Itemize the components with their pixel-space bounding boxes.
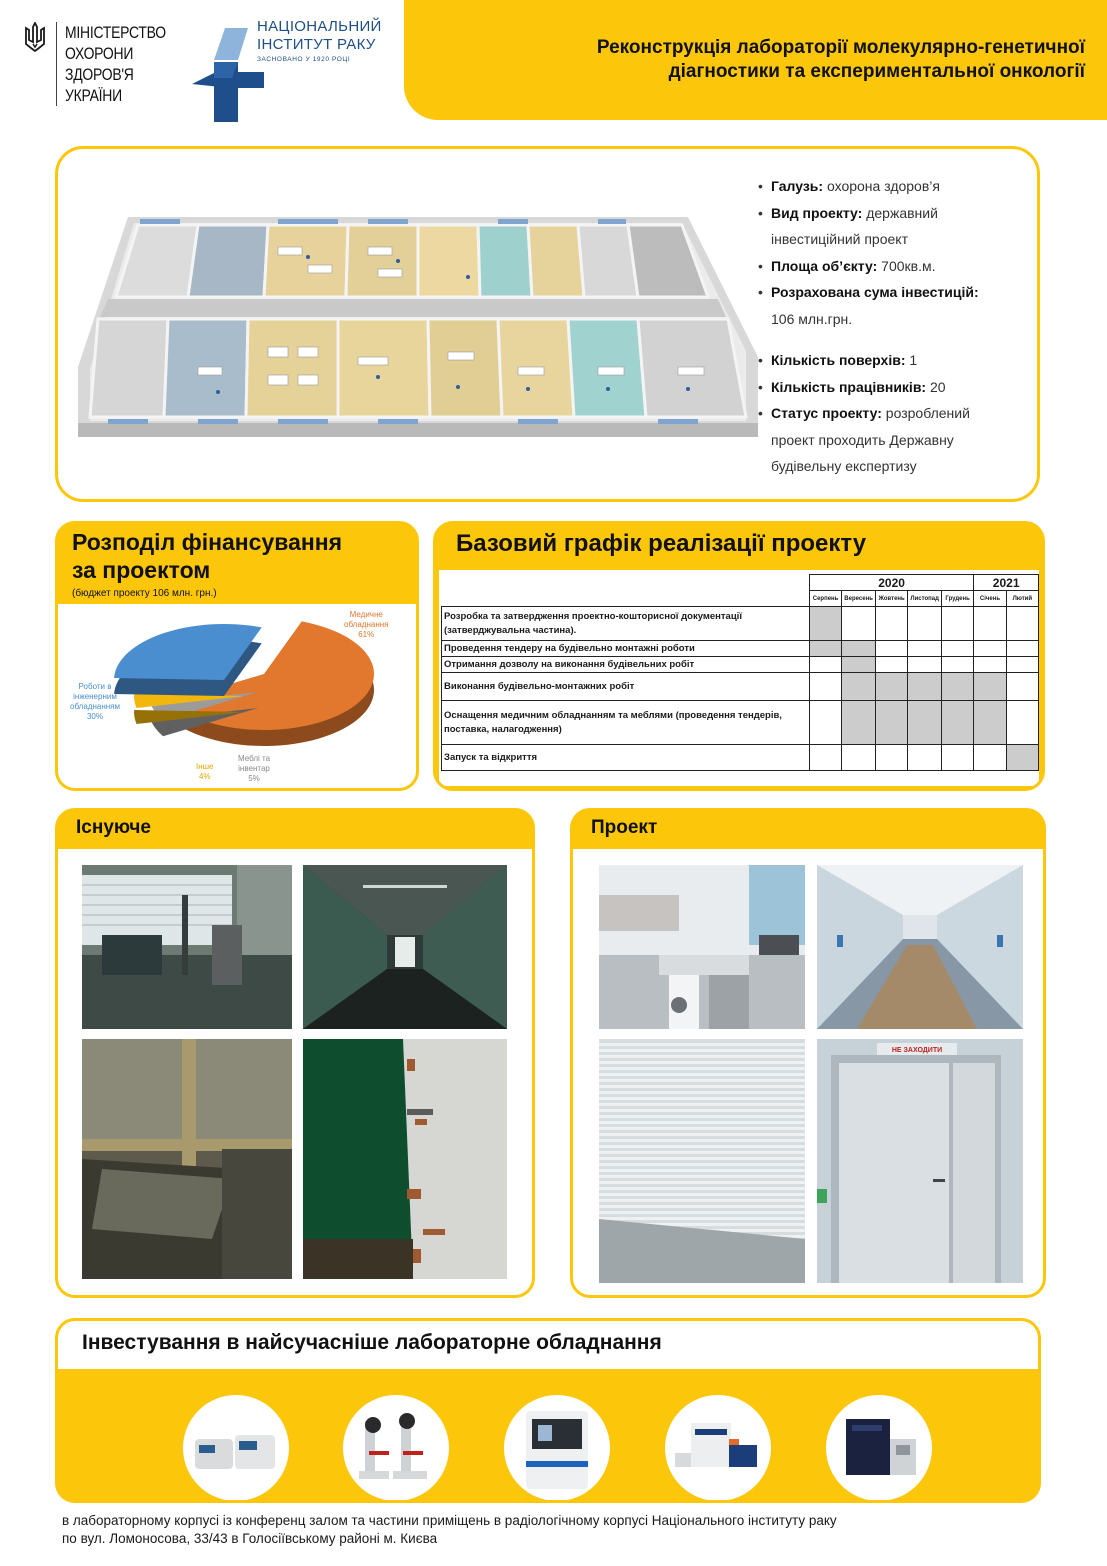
- gantt-empty-cell: [941, 745, 973, 771]
- gantt-empty-cell: [974, 607, 1006, 641]
- floor-plan-illustration: [78, 217, 758, 447]
- month-cell: Серпень: [809, 591, 841, 607]
- schedule-card: [433, 521, 1045, 791]
- finance-card: [55, 521, 419, 791]
- gantt-empty-cell: [1006, 641, 1038, 657]
- institute-founded: ЗАСНОВАНО У 1920 РОЦІ: [257, 56, 351, 63]
- equipment-header: [58, 1321, 1038, 1369]
- gantt-bar-cell: [974, 701, 1006, 745]
- year-2020: 2020: [809, 575, 973, 591]
- gantt-empty-cell: [1006, 701, 1038, 745]
- footer-address: в лабораторному корпусі із конференц залом та частини приміщень в радіологічному корпусі Національного інституту раку по вул. Ломоносова, 33/43 в Голосіївському районі м. Києва: [62, 1513, 837, 1546]
- equipment-title: Інвестування в найсучасніше лабораторне обладнання: [82, 1331, 662, 1354]
- gantt-bar-cell: [908, 701, 942, 745]
- finance-title: Розподіл фінансування за проектом: [72, 529, 343, 583]
- microscope-icon: [343, 1395, 449, 1501]
- pie-label-furniture: Меблі та інвентар 5%: [238, 754, 271, 783]
- gantt-empty-cell: [908, 641, 942, 657]
- gantt-bar-cell: [974, 673, 1006, 701]
- gantt-row: [442, 607, 1039, 641]
- gantt-empty-cell: [908, 607, 942, 641]
- pie-label-other: Інше 4%: [196, 762, 214, 781]
- gantt-bar-cell: [875, 701, 907, 745]
- equipment-card: [55, 1318, 1041, 1503]
- gantt-empty-cell: [974, 641, 1006, 657]
- old-lab-photo: [82, 865, 292, 1029]
- gantt-empty-cell: [809, 673, 841, 701]
- gantt-row: [442, 657, 1039, 673]
- gantt-empty-cell: [974, 657, 1006, 673]
- gantt-task-name: Оснащення медичним обладнанням та меблями (проведення тендерів, поставка, налагодження): [442, 701, 810, 745]
- gantt-empty-cell: [875, 641, 907, 657]
- gantt-empty-cell: [809, 745, 841, 771]
- gantt-empty-cell: [875, 657, 907, 673]
- project-card: [570, 808, 1046, 1298]
- gantt-task-name: Проведення тендеру на будівельно монтажні роботи: [442, 641, 810, 657]
- gantt-empty-cell: [1006, 657, 1038, 673]
- gantt-bar-cell: [842, 657, 876, 673]
- finance-chart-area: [58, 604, 416, 788]
- institute-name: НАЦІОНАЛЬНИЙ ІНСТИТУТ РАКУ: [257, 18, 382, 53]
- gantt-bar-cell: [875, 673, 907, 701]
- gantt-row: [442, 745, 1039, 771]
- gantt-empty-cell: [1006, 673, 1038, 701]
- pie-label-engineering: Роботи в інженерним обладнанням 30%: [70, 682, 120, 721]
- gantt-bar-cell: [809, 607, 841, 641]
- month-cell: Вересень: [842, 591, 876, 607]
- gantt-empty-cell: [941, 607, 973, 641]
- trident-icon: [24, 22, 46, 52]
- month-cell: Лютий: [1006, 591, 1038, 607]
- gantt-bar-cell: [842, 673, 876, 701]
- gantt-task-name: Запуск та відкриття: [442, 745, 810, 771]
- gantt-empty-cell: [809, 657, 841, 673]
- schedule-title: Базовий графік реалізації проекту: [456, 530, 867, 557]
- gantt-empty-cell: [941, 657, 973, 673]
- equipment-item-2: [343, 1395, 449, 1501]
- year-2021: 2021: [974, 575, 1039, 591]
- info-project-type: • Вид проекту: державний інвестиційний проект: [758, 200, 1018, 253]
- gantt-bar-cell: [842, 641, 876, 657]
- gantt-empty-cell: [875, 607, 907, 641]
- gantt-empty-cell: [974, 745, 1006, 771]
- equipment-item-5: [826, 1395, 932, 1501]
- gantt-task-name: Розробка та затвердження проектно-кошторисної документації (затверджувальна частина).: [442, 607, 810, 641]
- gantt-bar-cell: [1006, 745, 1038, 771]
- gantt-empty-cell: [908, 745, 942, 771]
- imaging-system-icon: [826, 1395, 932, 1501]
- new-lab-photo: [599, 865, 805, 1029]
- month-cell: Грудень: [941, 591, 973, 607]
- existing-photos: [58, 849, 532, 1295]
- info-floors: • Кількість поверхів: 1: [758, 347, 1018, 374]
- schedule-table-area: [439, 570, 1039, 786]
- project-info-list: [758, 173, 1018, 480]
- finance-subtitle: (бюджет проекту 106 млн. грн.): [72, 588, 217, 599]
- info-investment: • Розрахована сума інвестицій: 106 млн.грн.: [758, 279, 1018, 332]
- old-door-photo: [303, 1039, 507, 1279]
- gantt-empty-cell: [842, 745, 876, 771]
- month-cell: Жовтень: [875, 591, 907, 607]
- header: [0, 0, 1107, 122]
- new-blinds-photo: [599, 1039, 805, 1283]
- pie-label-medical: Медичне обладнання 61%: [344, 610, 389, 639]
- new-corridor-photo: [817, 865, 1023, 1029]
- gantt-empty-cell: [875, 745, 907, 771]
- gantt-empty-cell: [842, 607, 876, 641]
- gantt-row: [442, 641, 1039, 657]
- project-title: Проект: [591, 817, 658, 838]
- gantt-bar-cell: [941, 701, 973, 745]
- equipment-item-4: [665, 1395, 771, 1501]
- door-sign-text: НЕ ЗАХОДИТИ: [891, 1047, 943, 1054]
- gantt-bar-cell: [809, 641, 841, 657]
- gantt-table: [441, 574, 1039, 771]
- equipment-item-1: [183, 1395, 289, 1501]
- month-cell: Січень: [974, 591, 1006, 607]
- existing-card: [55, 808, 535, 1298]
- gantt-empty-cell: [908, 657, 942, 673]
- gantt-task-name: Виконання будівельно-монтажних робіт: [442, 673, 810, 701]
- ministry-name: МІНІСТЕРСТВО ОХОРОНИ ЗДОРОВ'Я УКРАЇНИ: [56, 22, 166, 106]
- gantt-bar-cell: [842, 701, 876, 745]
- info-area: • Площа об’єкту: 700кв.м.: [758, 253, 1018, 280]
- analyzer-icon: [665, 1395, 771, 1501]
- gantt-row: [442, 701, 1039, 745]
- institute-cross-icon: [192, 28, 264, 122]
- page-title: Реконструкція лабораторії молекулярно-генетичної діагностики та експериментальної онкології: [596, 37, 1085, 82]
- gantt-task-name: Отримання дозволу на виконання будівельних робіт: [442, 657, 810, 673]
- existing-title: Існуюче: [76, 817, 151, 838]
- gantt-empty-cell: [809, 701, 841, 745]
- info-status: • Статус проекту: розроблений проект проходить Державну будівельну експертизу: [758, 400, 1018, 480]
- month-cell: Листопад: [908, 591, 942, 607]
- institute-logo: [192, 14, 402, 122]
- gantt-bar-cell: [941, 673, 973, 701]
- gantt-empty-cell: [1006, 607, 1038, 641]
- title-band: [404, 0, 1107, 120]
- old-corridor-photo: [303, 865, 507, 1029]
- info-staff: • Кількість працівників: 20: [758, 374, 1018, 401]
- equipment-item-3: [504, 1395, 610, 1501]
- sequencer-icon: [504, 1395, 610, 1501]
- project-photos: [573, 849, 1043, 1295]
- gantt-empty-cell: [941, 641, 973, 657]
- ministry-logo: [24, 22, 190, 106]
- new-door-photo: [817, 1039, 1023, 1283]
- info-field: • Галузь: охорона здоров’я: [758, 173, 1018, 200]
- old-window-photo: [82, 1039, 292, 1279]
- gantt-bar-cell: [908, 673, 942, 701]
- thermocycler-icon: [183, 1395, 289, 1501]
- gantt-row: [442, 673, 1039, 701]
- project-overview-card: [55, 146, 1040, 502]
